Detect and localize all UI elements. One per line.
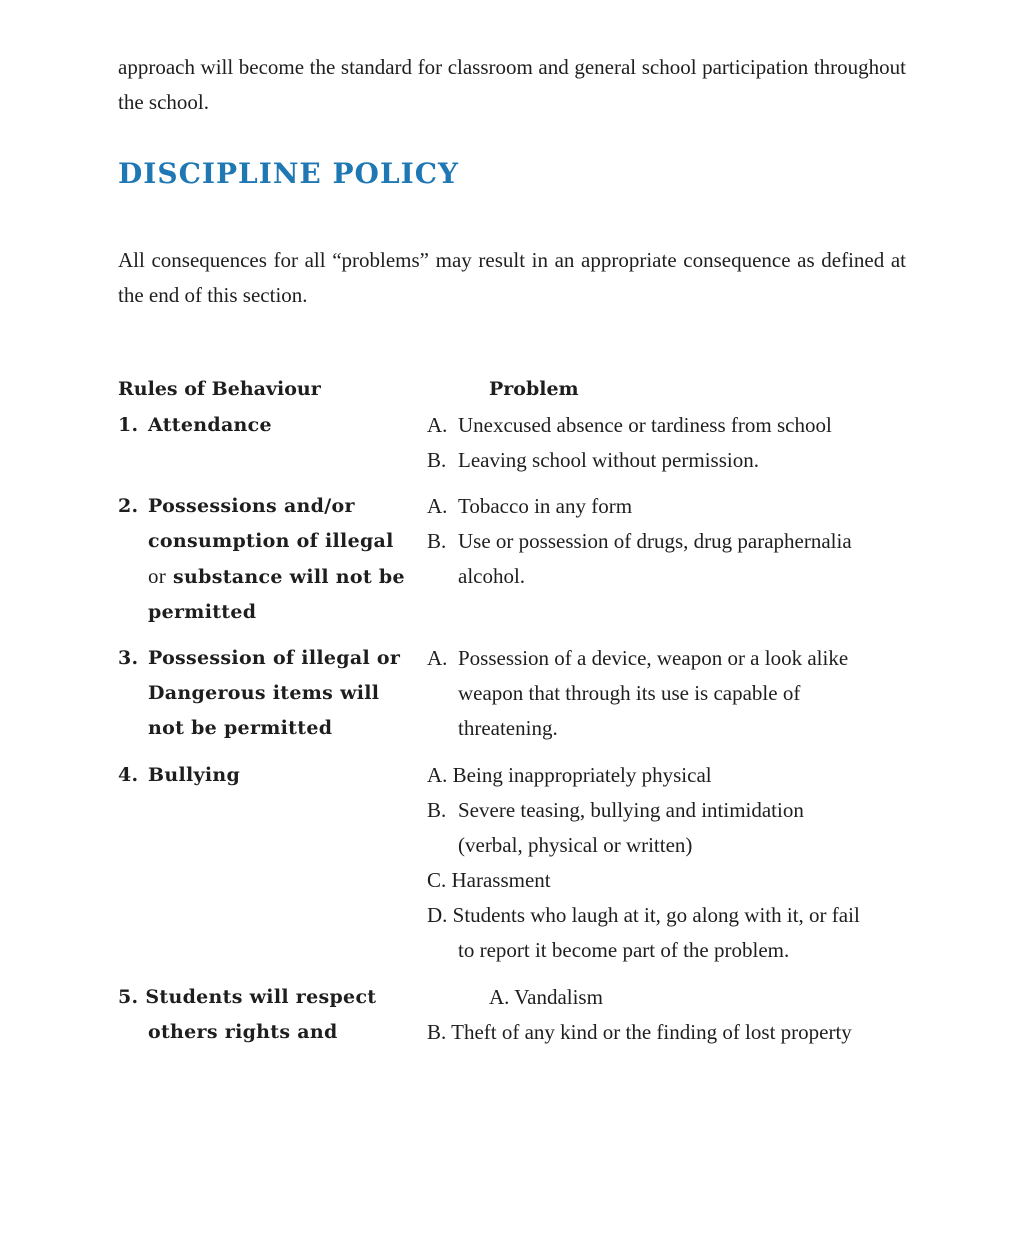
problem-text-line: Severe teasing, bullying and intimidation	[458, 798, 804, 822]
rule-text: Students will respect	[145, 986, 377, 1008]
problem-item: A. Being inappropriately physical	[427, 763, 712, 787]
rule-5	[118, 980, 418, 1050]
intro-paragraph: approach will become the standard for classroom and general school participation throughout the school.	[118, 55, 906, 114]
rule-2	[118, 489, 418, 630]
problem-letter: A.	[427, 494, 448, 518]
problem-item	[427, 793, 907, 863]
problem-item: B. Theft of any kind or the finding of lost property	[427, 1020, 852, 1044]
problem-list-1	[427, 408, 907, 478]
problem-text: Possession of a device, weapon or a look alike weapon that through its use is capable of threatening.	[458, 646, 849, 740]
rule-or: or	[148, 564, 167, 588]
problem-letter: A.	[427, 646, 448, 670]
problem-text: Use or possession of drugs, drug paraphernalia alcohol.	[458, 529, 852, 588]
rule-text: Possession of illegal or	[148, 647, 401, 669]
problem-list-5	[427, 980, 907, 1050]
rule-text: Attendance	[148, 414, 272, 436]
rule-4	[118, 758, 418, 793]
rule-number: 1.	[118, 414, 139, 436]
problem-item	[427, 641, 907, 746]
problem-text-line: (verbal, physical or written)	[458, 833, 693, 857]
rule-text: consumption of illegal	[148, 530, 394, 552]
rule-number: 3.	[118, 647, 139, 669]
rule-text: not be permitted	[148, 717, 333, 739]
rule-number: 4.	[118, 764, 139, 786]
rule-text: Dangerous items will	[148, 682, 380, 704]
problem-item	[427, 408, 907, 443]
problem-text: Unexcused absence or tardiness from school	[458, 413, 832, 437]
problem-item	[427, 898, 907, 968]
problem-text	[458, 793, 907, 863]
rule-text-part: substance will not be	[173, 566, 405, 588]
rules-column-header: Rules of Behaviour	[118, 378, 321, 400]
problem-list-4	[427, 758, 907, 968]
problem-item	[427, 443, 907, 478]
consequence-paragraph: All consequences for all “problems” may result in an appropriate consequence as defined at the end of this section.	[118, 248, 906, 307]
rule-text	[118, 559, 418, 595]
rule-1	[118, 408, 418, 443]
rule-text: Bullying	[148, 764, 241, 786]
problem-list-3	[427, 641, 907, 746]
problem-item: C. Harassment	[427, 868, 551, 892]
section-heading: DISCIPLINE POLICY	[118, 157, 460, 190]
problem-text-line: to report it become part of the problem.	[458, 938, 790, 962]
problem-item	[427, 489, 907, 524]
problem-letter: A.	[427, 413, 448, 437]
problem-column-header: Problem	[489, 378, 579, 400]
rule-number: 2.	[118, 495, 139, 517]
rule-text: Possessions and/or	[148, 495, 355, 517]
problem-letter: B.	[427, 798, 447, 822]
rule-text: permitted	[148, 601, 257, 623]
problem-item: A. Vandalism	[489, 985, 603, 1009]
problem-text: Tobacco in any form	[458, 494, 633, 518]
problem-list-2	[427, 489, 907, 594]
problem-text: Leaving school without permission.	[458, 448, 759, 472]
rule-text: others rights and	[148, 1021, 338, 1043]
problem-text-line: D. Students who laugh at it, go along with it, or fail	[427, 903, 860, 927]
problem-letter: B.	[427, 448, 447, 472]
problem-letter: B.	[427, 529, 447, 553]
problem-item	[427, 524, 907, 594]
rule-number: 5.	[118, 986, 139, 1008]
rule-3	[118, 641, 418, 746]
